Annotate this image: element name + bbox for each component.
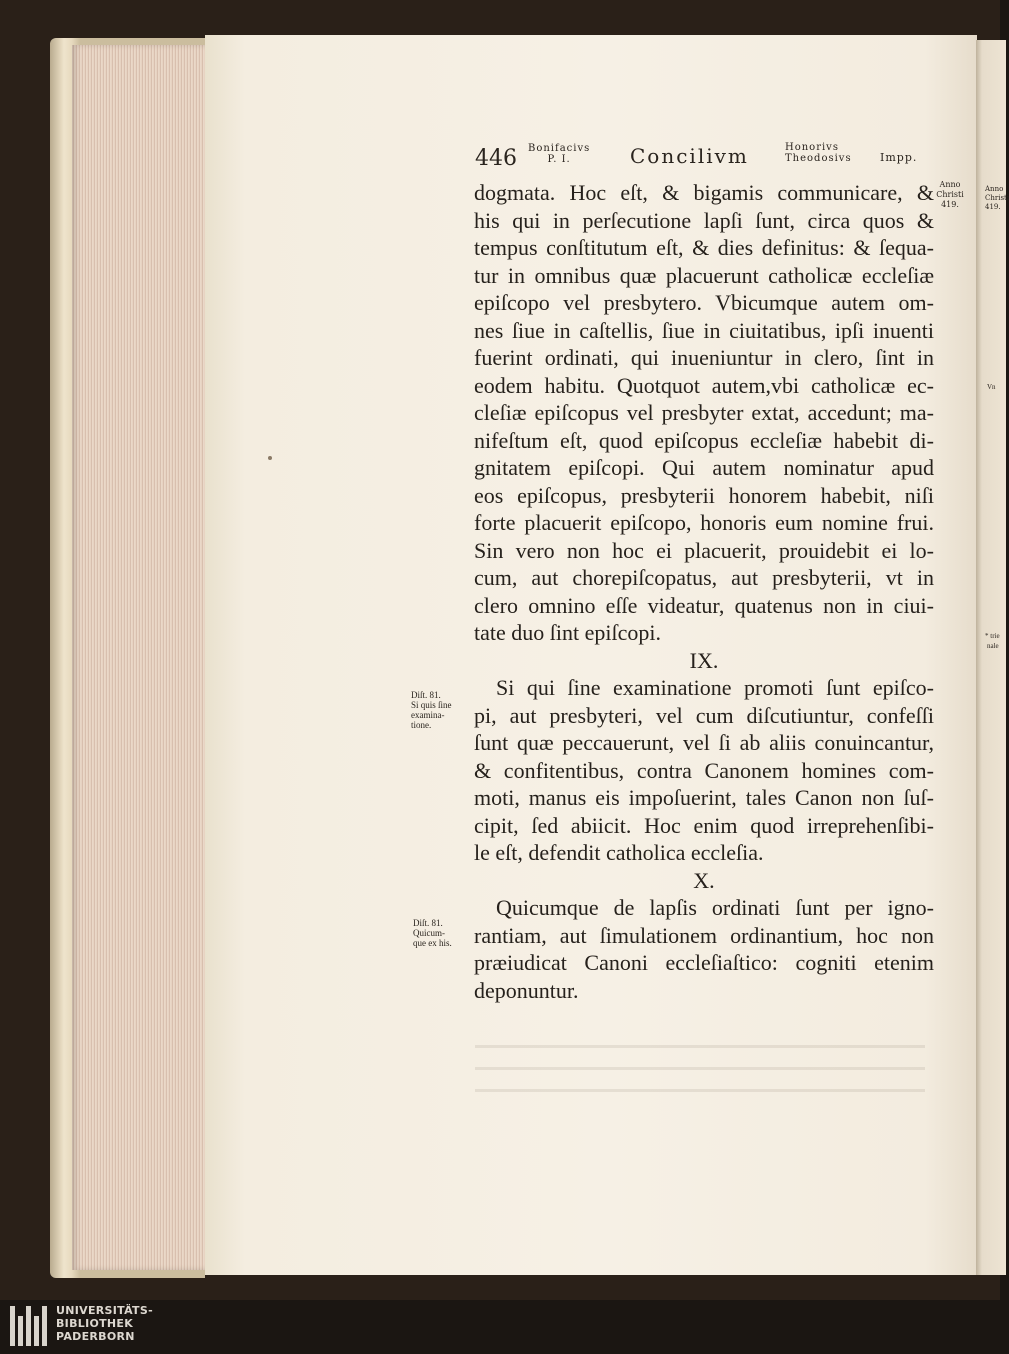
text-line: præiudicat Canoni eccleſiaſtico: cogniti etenim	[474, 950, 934, 975]
header-left-names	[528, 143, 590, 165]
text-line: cum, aut chorepiſcopatus, aut presbyterii, vt in	[474, 565, 934, 590]
show-through-text	[475, 1045, 925, 1105]
adjacent-anno: Anno	[985, 185, 1004, 193]
section-heading-x: X.	[693, 867, 715, 893]
margin-note-ix	[411, 690, 452, 730]
section-heading-ix: IX.	[689, 647, 719, 673]
adjacent-mark-nale: nale	[987, 642, 999, 650]
header-bonifacius: Bonifacivs	[528, 143, 591, 154]
adjacent-christi: Christi	[985, 194, 1009, 202]
margin-line: Diſt. 81.	[413, 918, 443, 928]
text-line: epiſcopo vel presbytero. Vbicumque autem om-	[474, 290, 934, 315]
text-line: tur in omnibus quæ placuerunt catholicæ eccleſiæ	[474, 262, 934, 288]
text-line: eos epiſcopus, presbyterii honorem habebit, niſi	[474, 482, 934, 508]
text-line: deponuntur.	[474, 977, 579, 1003]
header-right-names	[785, 142, 852, 164]
text-line: moti, manus eis impoſuerint, tales Canon non ſuſ-	[474, 785, 934, 810]
footer-bar	[0, 1300, 1000, 1354]
year-note-year: 419.	[941, 200, 959, 209]
text-line: Sin vero non hoc ei placuerit, prouidebit ei lo-	[474, 537, 934, 563]
year-note-christi: Christi	[936, 190, 964, 199]
header-impp: Impp.	[880, 151, 918, 164]
adjacent-year: 419.	[985, 203, 1001, 211]
running-header	[475, 140, 935, 180]
logo-line: UNIVERSITÄTS-	[56, 1304, 153, 1317]
text-line: tempus conſtitutum eſt, & dies definitus: & ſequa-	[474, 235, 934, 260]
text-line: cleſiæ epiſcopus vel presbyter extat, accedunt; ma-	[474, 400, 934, 425]
adjacent-mark-vn: Vn	[987, 383, 996, 391]
text-line: eodem habitu. Quotquot autem,vbi catholicæ ec-	[474, 372, 934, 398]
library-logo-text	[56, 1304, 153, 1343]
text-line: nifeſtum eſt, quod epiſcopus eccleſiæ habebit di-	[474, 427, 934, 453]
logo-line: PADERBORN	[56, 1330, 135, 1343]
year-note-anno: Anno	[939, 180, 961, 189]
margin-line: Diſt. 81.	[411, 690, 441, 700]
header-pope-number: P. I.	[547, 154, 571, 165]
page-number: 446	[475, 146, 517, 171]
main-text	[474, 179, 934, 1004]
text-line: tate duo ſint epiſcopi.	[474, 620, 661, 645]
canon-x-text	[474, 894, 934, 1004]
text-line: gnitatem epiſcopi. Qui autem nominatur apud	[474, 455, 934, 480]
text-line: dogmata. Hoc eſt, & bigamis communicare, &	[474, 180, 934, 205]
text-line: clero omnino eſſe videatur, quatenus non in ciui-	[474, 592, 934, 618]
header-honorius: Honorivs	[785, 142, 839, 153]
year-note	[930, 180, 970, 210]
text-line: & confitentibus, contra Canonem homines com-	[474, 757, 934, 783]
margin-line: tione.	[411, 720, 432, 730]
text-line: le eſt, defendit catholica eccleſia.	[474, 840, 764, 865]
text-line: his qui in perſecutione lapſi ſunt, circa quos &	[474, 207, 934, 233]
text-line: ſunt quæ peccauerunt, vel ſi ab aliis conuincantur,	[474, 730, 934, 755]
text-line: Si qui ſine examinatione promoti ſunt epiſco-	[496, 675, 934, 700]
margin-line: examina-	[411, 710, 445, 720]
logo-line: BIBLIOTHEK	[56, 1317, 134, 1330]
paper-speck	[268, 456, 272, 460]
adjacent-year-note	[985, 185, 1009, 212]
text-line: forte placuerit epiſcopo, honoris eum nomine frui.	[474, 510, 934, 535]
adjacent-page	[976, 40, 1006, 1275]
text-line: pi, aut presbyteri, vel cum diſcutiuntur, confeſſi	[474, 702, 934, 728]
margin-note-x	[413, 918, 452, 948]
text-line: rantiam, aut ſimulationem ordinantium, hoc non	[474, 922, 934, 948]
text-line: nes ſiue in caſtellis, ſiue in ciuitatibus, ipſi inuenti	[474, 317, 934, 343]
margin-line: Si quis ſine	[411, 700, 452, 710]
text-line: Quicumque de lapſis ordinati ſunt per igno-	[496, 895, 934, 920]
library-logo-icon	[10, 1306, 50, 1346]
adjacent-mark-trie: * trie	[985, 632, 1000, 640]
text-line: fuerint ordinati, qui inueniuntur in clero, ſint in	[474, 345, 934, 370]
header-theodosius: Theodosivs	[785, 153, 852, 164]
paragraph-continuation	[474, 179, 934, 647]
canon-ix-text	[474, 674, 934, 867]
margin-line: Quicum-	[413, 928, 445, 938]
page-block-edges	[72, 45, 207, 1270]
margin-line: que ex his.	[413, 938, 452, 948]
header-title: Concilivm	[630, 144, 749, 168]
text-line: cipit, ſed abiicit. Hoc enim quod irreprehenſibi-	[474, 812, 934, 838]
